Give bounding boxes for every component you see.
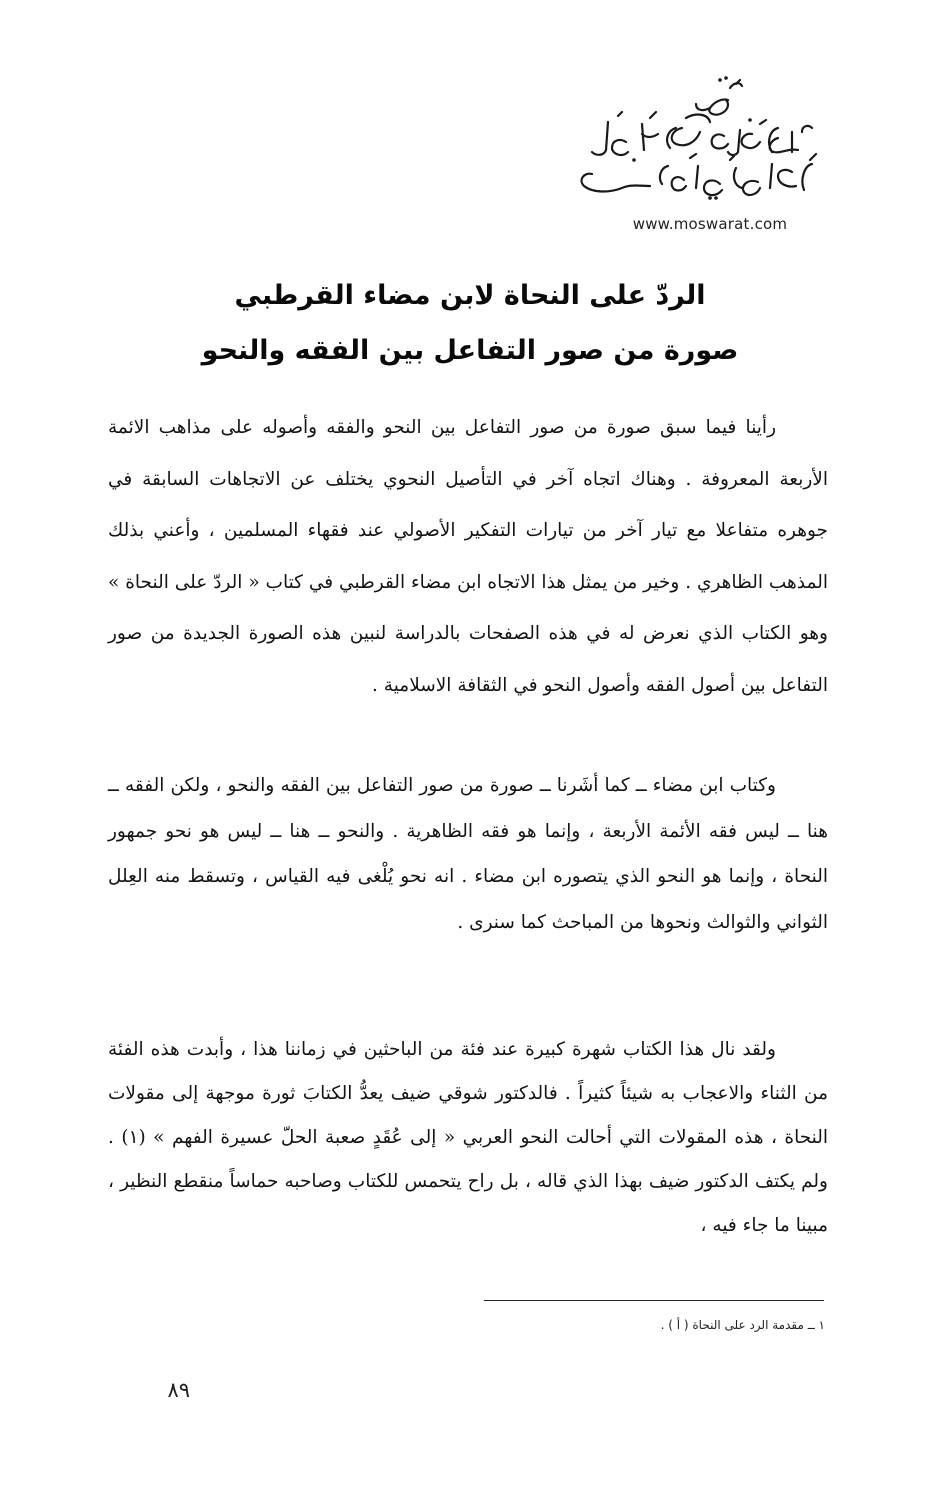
footnote: ١ ــ مقدمة الرد على النحاة ( أ ) .: [660, 1318, 825, 1332]
footnote-rule: [484, 1300, 824, 1301]
calligraphy-stamp: [560, 72, 840, 242]
paragraph-1: رأينا فيما سبق صورة من صور التفاعل بين النحو والفقه وأصوله على مذاهب الائمة الأربعة المعروفة . وهناك اتجاه آخر في التأصيل النحوي يختلف عن الاتجاهات السابقة في جوهره متفاعلا مع تيار آخر من تيارات التفكير الأصولي عند فقهاء المسلمين ، وأعني بذلك المذهب الظاهري . وخير من يمثل هذا الاتجاه ابن مضاء القرطبي في كتاب « الردّ على النحاة » وهو الكتاب الذي نعرض له في هذه الصفحات بالدراسة لنبين هذه الصورة الجديدة من صور التفاعل بين أصول الفقه وأصول النحو في الثقافة الاسلامية .: [108, 417, 828, 696]
page-number: ٨٩: [167, 1378, 190, 1402]
paragraph-2: وكتاب ابن مضاء ــ كما أشَرنا ــ صورة من صور التفاعل بين الفقه والنحو ، ولكن الفقه ــ هنا ــ ليس فقه الأئمة الأربعة ، وإنما هو فقه الظاهرية . والنحو ــ هنا ــ ليس هو نحو جمهور النحاة ، وإنما هو النحو الذي يتصوره ابن مضاء . انه نحو يُلْغى فيه القياس ، وتسقط منه العِلل الثواني والثوالث ونحوها من المباحث كما سنرى .: [108, 775, 828, 933]
stamp-url: www.moswarat.com: [632, 215, 788, 233]
chapter-title: الردّ على النحاة لابن مضاء القرطبي: [234, 280, 706, 311]
paragraph-3: ولقد نال هذا الكتاب شهرة كبيرة عند فئة من الباحثين في زماننا هذا ، وأبدت هذه الفئة من الثناء والاعجاب به شيئاً كثيراً . فالدكتور شوقي ضيف يعدُّ الكتابَ ثورة موجهة إلى مقولات النحاة ، هذه المقولات التي أحالت النحو العربي « إلى عُقَدٍ صعبة الحلّ عسيرة الفهم » (١) . ولم يكتف الدكتور ضيف بهذا الذي قاله ، بل راح يتحمس للكتاب وصاحبه حماساً منقطع النظير ، مبينا ما جاء فيه ،: [108, 1039, 829, 1236]
paragraph-3-block: [108, 1028, 828, 1248]
chapter-subtitle: صورة من صور التفاعل بين الفقه والنحو: [201, 335, 739, 366]
paragraph-1-block: [108, 402, 828, 711]
calligraphy-stamp-drawing: [560, 72, 840, 222]
paragraph-2-block: [108, 763, 828, 945]
